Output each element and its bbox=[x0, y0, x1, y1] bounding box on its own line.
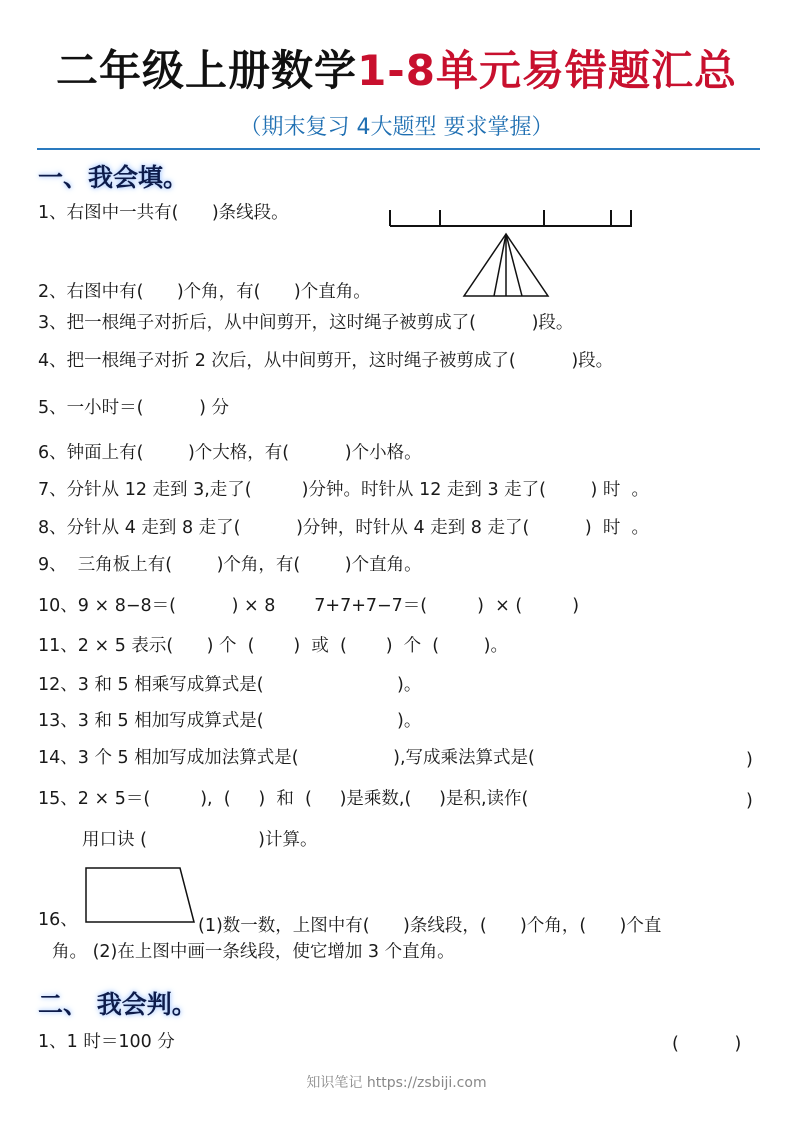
question-1: 1、右图中一共有( )条线段。 bbox=[38, 203, 289, 223]
question-8: 8、分针从 4 走到 8 走了( )分钟，时针从 4 走到 8 走了( ) 时 。 bbox=[38, 518, 649, 538]
angle-triangle-figure bbox=[462, 232, 550, 300]
section-heading-judge: 二、 我会判。 bbox=[38, 990, 197, 1019]
question-5: 5、一小时＝( ) 分 bbox=[38, 398, 229, 418]
question-11: 11、2 × 5 表示( ) 个 ( ) 或 ( ) 个 ( )。 bbox=[38, 636, 508, 656]
title-black-part: 二年级上册数学 bbox=[56, 46, 358, 95]
question-14: 14、3 个 5 相加写成加法算式是( ),写成乘法算式是( bbox=[38, 748, 535, 768]
page-subtitle: （期末复习 4大题型 要求掌握） bbox=[239, 115, 554, 140]
title-divider bbox=[37, 148, 760, 150]
question-2: 2、右图中有( )个角，有( )个直角。 bbox=[38, 282, 371, 302]
title-red-part: 1-8单元易错题汇总 bbox=[357, 46, 737, 95]
question-9: 9、 三角板上有( )个角，有( )个直角。 bbox=[38, 555, 422, 575]
judge-answer-paren: ( ) bbox=[672, 1034, 742, 1054]
question-12: 12、3 和 5 相乘写成算式是( )。 bbox=[38, 675, 422, 695]
question-4: 4、把一根绳子对折 2 次后，从中间剪开，这时绳子被剪成了( )段。 bbox=[38, 351, 614, 371]
question-15-close-paren: ) bbox=[746, 791, 753, 811]
question-16: (1)数一数，上图中有( )条线段，( )个角，( )个直 bbox=[198, 916, 662, 936]
section-heading-fill: 一、我会填。 bbox=[38, 163, 189, 192]
question-6: 6、钟面上有( )个大格，有( )个小格。 bbox=[38, 443, 422, 463]
question-7: 7、分针从 12 走到 3,走了( )分钟。时针从 12 走到 3 走了( ) 时 。 bbox=[38, 480, 650, 500]
footer-watermark: 知识笔记 https://zsbiji.com bbox=[306, 1075, 487, 1091]
question-16-number: 16、 bbox=[38, 910, 78, 930]
judge-question-1: 1、1 时＝100 分 bbox=[38, 1032, 175, 1052]
question-16-line-2: 角。 (2)在上图中画一条线段，使它增加 3 个直角。 bbox=[52, 942, 455, 962]
question-15-line-2: 用口诀 ( )计算。 bbox=[82, 830, 318, 850]
question-10: 10、9 × 8−8＝( ) × 8 7+7+7−7＝( ) × ( ) bbox=[38, 596, 580, 616]
page-title bbox=[0, 38, 793, 98]
question-13: 13、3 和 5 相加写成算式是( )。 bbox=[38, 711, 422, 731]
trapezoid-figure bbox=[84, 866, 196, 926]
line-segment-figure bbox=[388, 206, 634, 230]
question-15: 15、2 × 5＝( ), ( ) 和 ( )是乘数,( )是积,读作( bbox=[38, 789, 529, 809]
question-3: 3、把一根绳子对折后，从中间剪开，这时绳子被剪成了( )段。 bbox=[38, 313, 574, 333]
question-14-close-paren: ) bbox=[746, 750, 753, 770]
